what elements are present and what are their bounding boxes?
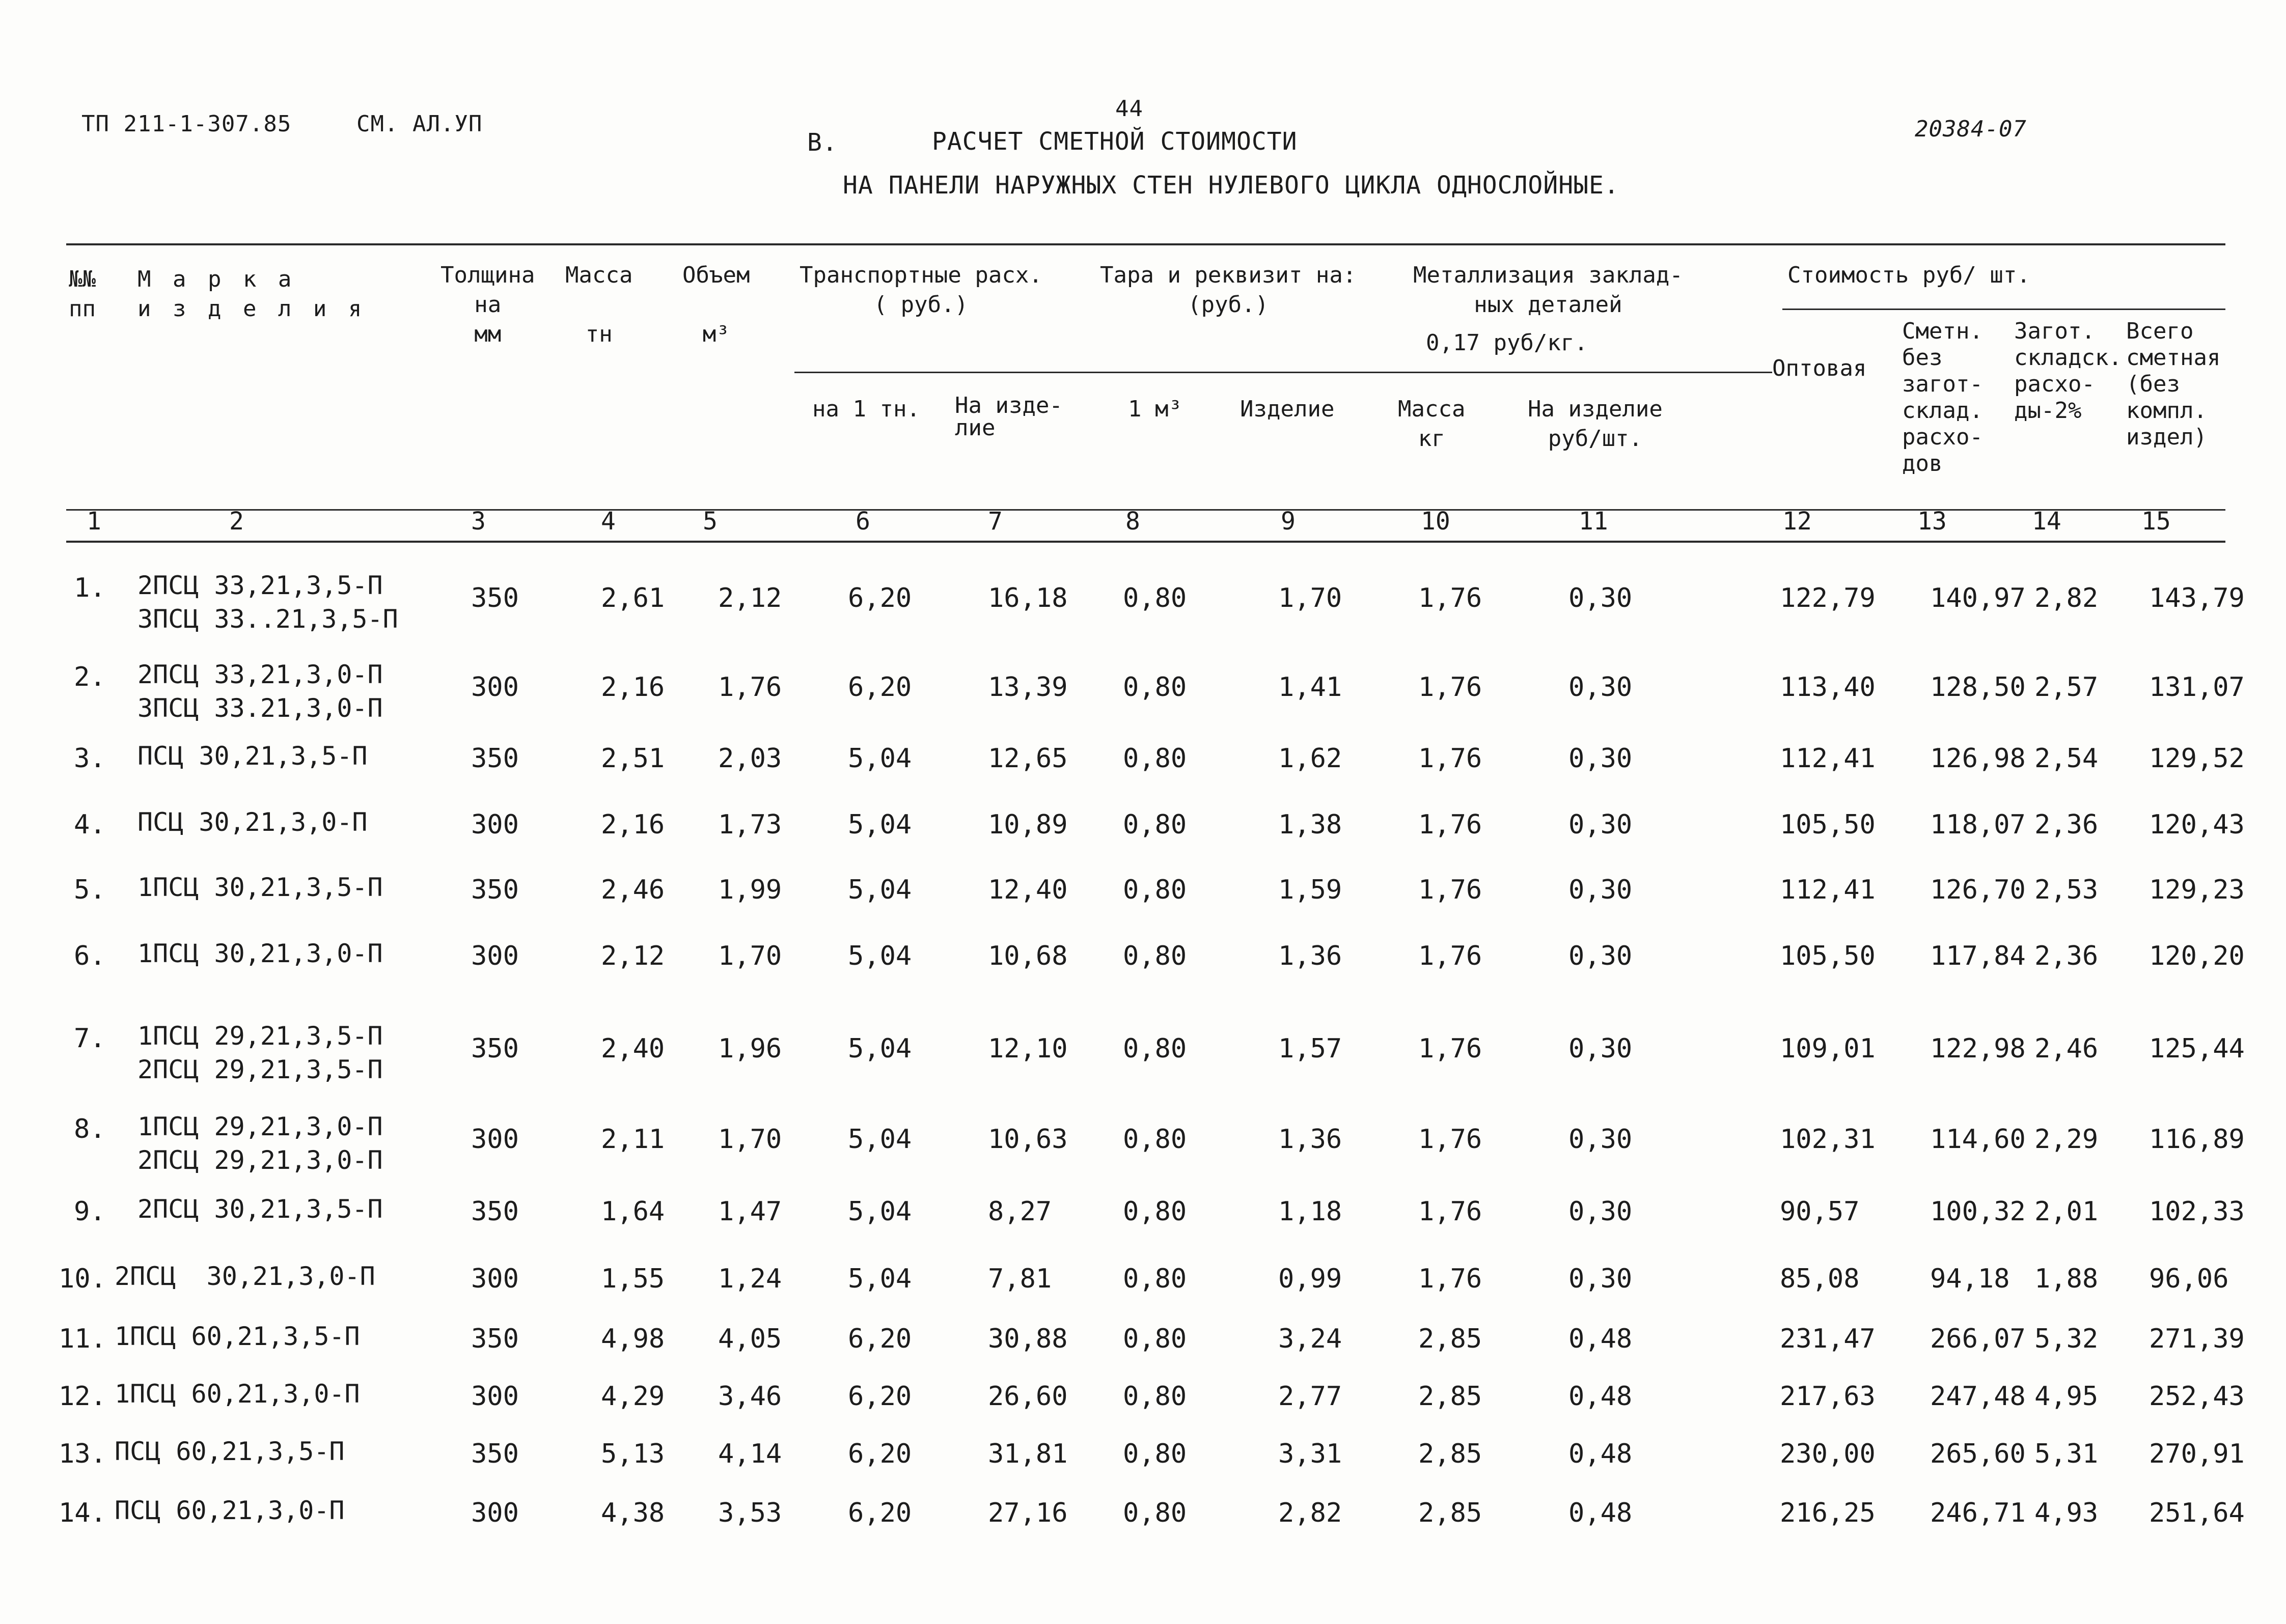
cell-c3: 300 xyxy=(471,1124,519,1155)
column-number: 12 xyxy=(1782,507,1812,536)
header-metal-group: Металлизация заклад- ных деталей xyxy=(1413,262,1683,318)
cell-c4: 5,13 xyxy=(601,1439,665,1469)
cell-c6: 6,20 xyxy=(848,1381,912,1412)
cell-c11: 0,48 xyxy=(1568,1324,1633,1354)
cell-c5: 1,99 xyxy=(718,875,782,905)
column-number: 10 xyxy=(1421,507,1450,536)
column-number: 1 xyxy=(87,507,101,536)
cell-c12: 112,41 xyxy=(1780,875,1876,905)
row-number: 13. xyxy=(59,1439,106,1469)
product-mark: 1ПСЦ 30,21,3,0-П xyxy=(137,939,383,968)
cell-c4: 2,12 xyxy=(601,941,665,971)
header-metal-mass: Масса кг xyxy=(1398,396,1466,452)
cell-c13: 126,98 xyxy=(1930,743,2026,774)
column-number: 7 xyxy=(988,507,1003,536)
cell-c12: 85,08 xyxy=(1780,1264,1860,1294)
row-number: 1. xyxy=(74,573,106,603)
column-number: 11 xyxy=(1579,507,1608,536)
cell-c10: 2,85 xyxy=(1418,1324,1482,1354)
cell-c12: 105,50 xyxy=(1780,809,1876,840)
cell-c11: 0,48 xyxy=(1568,1439,1633,1469)
header-transport-group: Транспортные расх. ( руб.) xyxy=(800,262,1042,318)
cell-c10: 1,76 xyxy=(1418,672,1482,703)
cell-c7: 10,68 xyxy=(988,941,1068,971)
cell-c6: 5,04 xyxy=(848,941,912,971)
section-letter: В. xyxy=(807,128,838,157)
cell-c15: 96,06 xyxy=(2149,1264,2229,1294)
cell-c4: 4,38 xyxy=(601,1498,665,1528)
cell-c12: 230,00 xyxy=(1780,1439,1876,1469)
cell-c7: 12,65 xyxy=(988,743,1068,774)
cell-c5: 4,14 xyxy=(718,1439,782,1469)
cell-c10: 2,85 xyxy=(1418,1498,1482,1528)
cell-c9: 1,62 xyxy=(1278,743,1342,774)
cell-c14: 2,01 xyxy=(2034,1196,2099,1227)
cell-c3: 350 xyxy=(471,743,519,774)
cell-c6: 6,20 xyxy=(848,1439,912,1469)
cell-c10: 1,76 xyxy=(1418,941,1482,971)
cell-c8: 0,80 xyxy=(1123,1381,1187,1412)
row-number: 10. xyxy=(59,1264,106,1294)
cell-c14: 2,36 xyxy=(2034,941,2099,971)
product-mark: 2ПСЦ 33,21,3,0-П 3ПСЦ 33.21,3,0-П xyxy=(137,660,383,723)
header-thickness: Толщина на мм xyxy=(440,262,535,347)
cell-c4: 2,16 xyxy=(601,672,665,703)
row-number: 9. xyxy=(74,1196,106,1227)
cell-c6: 5,04 xyxy=(848,1124,912,1155)
cell-c15: 120,43 xyxy=(2149,809,2245,840)
column-number: 2 xyxy=(229,507,244,536)
cell-c3: 350 xyxy=(471,875,519,905)
cell-c8: 0,80 xyxy=(1123,1033,1187,1064)
cell-c13: 266,07 xyxy=(1930,1324,2026,1354)
cell-c10: 1,76 xyxy=(1418,583,1482,613)
cell-c10: 1,76 xyxy=(1418,1196,1482,1227)
cell-c11: 0,30 xyxy=(1568,1124,1633,1155)
title-line-1: РАСЧЕТ СМЕТНОЙ СТОИМОСТИ xyxy=(932,127,1298,156)
cell-c8: 0,80 xyxy=(1123,1439,1187,1469)
cell-c10: 1,76 xyxy=(1418,743,1482,774)
header-estimate-without-storage: Сметн. без загот- склад. расхо- дов xyxy=(1902,318,1983,477)
cell-c13: 117,84 xyxy=(1930,941,2026,971)
cell-c8: 0,80 xyxy=(1123,1498,1187,1528)
cell-c6: 5,04 xyxy=(848,1196,912,1227)
cell-c12: 216,25 xyxy=(1780,1498,1876,1528)
product-mark: 1ПСЦ 60,21,3,5-П xyxy=(115,1322,360,1351)
row-number: 12. xyxy=(59,1381,106,1412)
cell-c15: 102,33 xyxy=(2149,1196,2245,1227)
column-number: 9 xyxy=(1281,507,1296,536)
cell-c13: 126,70 xyxy=(1930,875,2026,905)
row-number: 2. xyxy=(74,662,106,692)
header-volume: Объем м³ xyxy=(682,262,750,347)
cell-c6: 6,20 xyxy=(848,672,912,703)
cell-c5: 3,53 xyxy=(718,1498,782,1528)
cell-c10: 2,85 xyxy=(1418,1439,1482,1469)
cell-c4: 2,40 xyxy=(601,1033,665,1064)
cell-c7: 8,27 xyxy=(988,1196,1052,1227)
cell-c12: 102,31 xyxy=(1780,1124,1876,1155)
cell-c5: 1,76 xyxy=(718,672,782,703)
cell-c15: 131,07 xyxy=(2149,672,2245,703)
cell-c14: 4,95 xyxy=(2034,1381,2099,1412)
cell-c5: 1,73 xyxy=(718,809,782,840)
cell-c4: 4,98 xyxy=(601,1324,665,1354)
cell-c14: 2,54 xyxy=(2034,743,2099,774)
cell-c13: 265,60 xyxy=(1930,1439,2026,1469)
cell-c3: 300 xyxy=(471,1381,519,1412)
row-number: 11. xyxy=(59,1324,106,1354)
cell-c8: 0,80 xyxy=(1123,743,1187,774)
cell-c11: 0,30 xyxy=(1568,809,1633,840)
cell-c15: 251,64 xyxy=(2149,1498,2245,1528)
cell-c6: 6,20 xyxy=(848,1498,912,1528)
cell-c9: 2,82 xyxy=(1278,1498,1342,1528)
header-mass: Масса тн xyxy=(565,262,633,347)
row-number: 5. xyxy=(74,875,106,905)
cell-c9: 1,36 xyxy=(1278,1124,1342,1155)
cell-c9: 2,77 xyxy=(1278,1381,1342,1412)
cell-c7: 13,39 xyxy=(988,672,1068,703)
cell-c9: 1,70 xyxy=(1278,583,1342,613)
cell-c14: 2,46 xyxy=(2034,1033,2099,1064)
cell-c9: 1,38 xyxy=(1278,809,1342,840)
cell-c15: 129,23 xyxy=(2149,875,2245,905)
cell-c7: 10,63 xyxy=(988,1124,1068,1155)
header-storage-costs: Загот. складск. расхо- ды-2% xyxy=(2014,318,2122,424)
cell-c6: 5,04 xyxy=(848,743,912,774)
cell-c7: 26,60 xyxy=(988,1381,1068,1412)
cell-c8: 0,80 xyxy=(1123,1124,1187,1155)
product-mark: 1ПСЦ 30,21,3,5-П xyxy=(137,873,383,902)
header-wholesale: Оптовая xyxy=(1772,355,1867,381)
cell-c9: 1,59 xyxy=(1278,875,1342,905)
cell-c4: 1,64 xyxy=(601,1196,665,1227)
cell-c12: 217,63 xyxy=(1780,1381,1876,1412)
cell-c14: 5,32 xyxy=(2034,1324,2099,1354)
cell-c14: 2,29 xyxy=(2034,1124,2099,1155)
cell-c15: 125,44 xyxy=(2149,1033,2245,1064)
cell-c9: 3,31 xyxy=(1278,1439,1342,1469)
cell-c15: 252,43 xyxy=(2149,1381,2245,1412)
cell-c4: 2,46 xyxy=(601,875,665,905)
cell-c4: 2,51 xyxy=(601,743,665,774)
cell-c4: 1,55 xyxy=(601,1264,665,1294)
cell-c8: 0,80 xyxy=(1123,875,1187,905)
cell-c10: 1,76 xyxy=(1418,809,1482,840)
cell-c4: 2,16 xyxy=(601,809,665,840)
cell-c6: 5,04 xyxy=(848,875,912,905)
row-number: 6. xyxy=(74,941,106,971)
header-row-number: №№ пп xyxy=(69,266,96,322)
cell-c8: 0,80 xyxy=(1123,672,1187,703)
cell-c6: 5,04 xyxy=(848,1264,912,1294)
cell-c11: 0,30 xyxy=(1568,1033,1633,1064)
header-tara-per-item: Изделие xyxy=(1240,396,1335,422)
cell-c11: 0,48 xyxy=(1568,1381,1633,1412)
header-metal-per-item: На изделие руб/шт. xyxy=(1528,396,1663,452)
cell-c11: 0,30 xyxy=(1568,1264,1633,1294)
cell-c12: 231,47 xyxy=(1780,1324,1876,1354)
cell-c14: 2,82 xyxy=(2034,583,2099,613)
cell-c14: 1,88 xyxy=(2034,1264,2099,1294)
doc-code: ТП 211-1-307.85 xyxy=(81,111,292,137)
sheet-ref: СМ. АЛ.УП xyxy=(356,111,483,137)
cell-c5: 1,24 xyxy=(718,1264,782,1294)
archive-number: 20384-07 xyxy=(1915,116,2027,142)
cell-c5: 2,03 xyxy=(718,743,782,774)
cell-c14: 2,53 xyxy=(2034,875,2099,905)
cell-c5: 1,96 xyxy=(718,1033,782,1064)
cell-c8: 0,80 xyxy=(1123,809,1187,840)
row-number: 8. xyxy=(74,1114,106,1144)
cell-c9: 0,99 xyxy=(1278,1264,1342,1294)
product-mark: 2ПСЦ 33,21,3,5-П 3ПСЦ 33..21,3,5-П xyxy=(137,571,398,634)
cell-c11: 0,30 xyxy=(1568,1196,1633,1227)
product-mark: 1ПСЦ 29,21,3,0-П 2ПСЦ 29,21,3,0-П xyxy=(137,1112,383,1175)
cell-c3: 300 xyxy=(471,941,519,971)
header-cost-group: Стоимость руб/ шт. xyxy=(1787,262,2030,288)
cell-c3: 300 xyxy=(471,1264,519,1294)
cell-c15: 271,39 xyxy=(2149,1324,2245,1354)
cell-c3: 350 xyxy=(471,1324,519,1354)
cell-c5: 1,70 xyxy=(718,941,782,971)
cell-c7: 7,81 xyxy=(988,1264,1052,1294)
cell-c11: 0,30 xyxy=(1568,743,1633,774)
cell-c8: 0,80 xyxy=(1123,583,1187,613)
cell-c5: 1,70 xyxy=(718,1124,782,1155)
row-number: 3. xyxy=(74,743,106,774)
cell-c15: 270,91 xyxy=(2149,1439,2245,1469)
cell-c12: 113,40 xyxy=(1780,672,1876,703)
header-tara-per-m3: 1 м³ xyxy=(1128,396,1182,422)
cell-c6: 6,20 xyxy=(848,1324,912,1354)
cell-c5: 2,12 xyxy=(718,583,782,613)
cell-c3: 300 xyxy=(471,809,519,840)
cell-c6: 5,04 xyxy=(848,1033,912,1064)
product-mark: 2ПСЦ 30,21,3,0-П xyxy=(115,1262,375,1291)
cell-c8: 0,80 xyxy=(1123,1324,1187,1354)
cell-c11: 0,30 xyxy=(1568,941,1633,971)
cell-c7: 27,16 xyxy=(988,1498,1068,1528)
cell-c13: 128,50 xyxy=(1930,672,2026,703)
header-tara-group: Тара и реквизит на: (руб.) xyxy=(1100,262,1357,318)
cell-c7: 12,40 xyxy=(988,875,1068,905)
cell-c10: 2,85 xyxy=(1418,1381,1482,1412)
cell-c13: 118,07 xyxy=(1930,809,2026,840)
column-number: 3 xyxy=(471,507,486,536)
cell-c4: 4,29 xyxy=(601,1381,665,1412)
product-mark: ПСЦ 30,21,3,0-П xyxy=(137,807,368,837)
cell-c7: 12,10 xyxy=(988,1033,1068,1064)
cell-c15: 116,89 xyxy=(2149,1124,2245,1155)
cell-c10: 1,76 xyxy=(1418,875,1482,905)
cell-c13: 100,32 xyxy=(1930,1196,2026,1227)
header-product-mark: М а р к а и з д е л и я xyxy=(137,266,366,322)
header-transport-per-ton: на 1 тн. xyxy=(812,396,920,422)
cell-c6: 6,20 xyxy=(848,583,912,613)
cell-c9: 1,36 xyxy=(1278,941,1342,971)
cell-c13: 94,18 xyxy=(1930,1264,2010,1294)
column-number: 6 xyxy=(856,507,870,536)
column-number: 15 xyxy=(2141,507,2171,536)
cell-c13: 246,71 xyxy=(1930,1498,2026,1528)
cell-c11: 0,48 xyxy=(1568,1498,1633,1528)
column-number: 13 xyxy=(1917,507,1947,536)
cell-c8: 0,80 xyxy=(1123,1196,1187,1227)
cell-c4: 2,11 xyxy=(601,1124,665,1155)
column-number-rule-bottom xyxy=(66,541,2225,543)
header-total-estimate: Всего сметная (без компл. издел) xyxy=(2126,318,2221,450)
cell-c3: 350 xyxy=(471,583,519,613)
cell-c10: 1,76 xyxy=(1418,1033,1482,1064)
cell-c9: 1,41 xyxy=(1278,672,1342,703)
product-mark: 1ПСЦ 60,21,3,0-П xyxy=(115,1379,360,1409)
cell-c5: 4,05 xyxy=(718,1324,782,1354)
cell-c11: 0,30 xyxy=(1568,583,1633,613)
row-number: 7. xyxy=(74,1023,106,1054)
cell-c8: 0,80 xyxy=(1123,1264,1187,1294)
cell-c13: 247,48 xyxy=(1930,1381,2026,1412)
cell-c12: 105,50 xyxy=(1780,941,1876,971)
cell-c15: 143,79 xyxy=(2149,583,2245,613)
cell-c7: 10,89 xyxy=(988,809,1068,840)
cell-c5: 3,46 xyxy=(718,1381,782,1412)
cell-c10: 1,76 xyxy=(1418,1124,1482,1155)
cell-c11: 0,30 xyxy=(1568,875,1633,905)
cell-c3: 350 xyxy=(471,1033,519,1064)
cell-c3: 300 xyxy=(471,672,519,703)
cell-c15: 120,20 xyxy=(2149,941,2245,971)
column-number: 5 xyxy=(703,507,718,536)
cell-c14: 4,93 xyxy=(2034,1498,2099,1528)
row-number: 4. xyxy=(74,809,106,840)
cell-c12: 122,79 xyxy=(1780,583,1876,613)
row-number: 14. xyxy=(59,1498,106,1528)
product-mark: ПСЦ 30,21,3,5-П xyxy=(137,741,368,771)
cell-c14: 2,36 xyxy=(2034,809,2099,840)
column-number: 14 xyxy=(2032,507,2061,536)
cell-c14: 5,31 xyxy=(2034,1439,2099,1469)
cost-group-rule xyxy=(1782,309,2225,310)
column-number: 4 xyxy=(601,507,616,536)
title-line-2: НА ПАНЕЛИ НАРУЖНЫХ СТЕН НУЛЕВОГО ЦИКЛА ОДНОСЛОЙНЫЕ. xyxy=(843,171,1619,200)
header-transport-per-item: На изде- лие xyxy=(955,393,1063,441)
cell-c3: 350 xyxy=(471,1196,519,1227)
cell-c12: 112,41 xyxy=(1780,743,1876,774)
cell-c11: 0,30 xyxy=(1568,672,1633,703)
cell-c12: 109,01 xyxy=(1780,1033,1876,1064)
cell-c13: 114,60 xyxy=(1930,1124,2026,1155)
cell-c6: 5,04 xyxy=(848,809,912,840)
product-mark: ПСЦ 60,21,3,0-П xyxy=(115,1496,345,1525)
cell-c13: 122,98 xyxy=(1930,1033,2026,1064)
cell-c8: 0,80 xyxy=(1123,941,1187,971)
cell-c13: 140,97 xyxy=(1930,583,2026,613)
cell-c10: 1,76 xyxy=(1418,1264,1482,1294)
column-number: 8 xyxy=(1125,507,1140,536)
cell-c15: 129,52 xyxy=(2149,743,2245,774)
cell-c14: 2,57 xyxy=(2034,672,2099,703)
cell-c9: 1,57 xyxy=(1278,1033,1342,1064)
cell-c3: 300 xyxy=(471,1498,519,1528)
product-mark: ПСЦ 60,21,3,5-П xyxy=(115,1437,345,1466)
cell-c7: 16,18 xyxy=(988,583,1068,613)
cell-c5: 1,47 xyxy=(718,1196,782,1227)
cell-c7: 30,88 xyxy=(988,1324,1068,1354)
header-metal-rate: 0,17 руб/кг. xyxy=(1426,330,1588,356)
column-number-rule-top xyxy=(66,509,2225,511)
cell-c9: 3,24 xyxy=(1278,1324,1342,1354)
product-mark: 2ПСЦ 30,21,3,5-П xyxy=(137,1194,383,1224)
cell-c9: 1,18 xyxy=(1278,1196,1342,1227)
cell-c12: 90,57 xyxy=(1780,1196,1860,1227)
product-mark: 1ПСЦ 29,21,3,5-П 2ПСЦ 29,21,3,5-П xyxy=(137,1021,383,1084)
cell-c3: 350 xyxy=(471,1439,519,1469)
cell-c7: 31,81 xyxy=(988,1439,1068,1469)
page-number: 44 xyxy=(1115,96,1143,122)
cell-c4: 2,61 xyxy=(601,583,665,613)
subheader-rule xyxy=(794,372,1772,373)
table-top-rule xyxy=(66,243,2225,245)
